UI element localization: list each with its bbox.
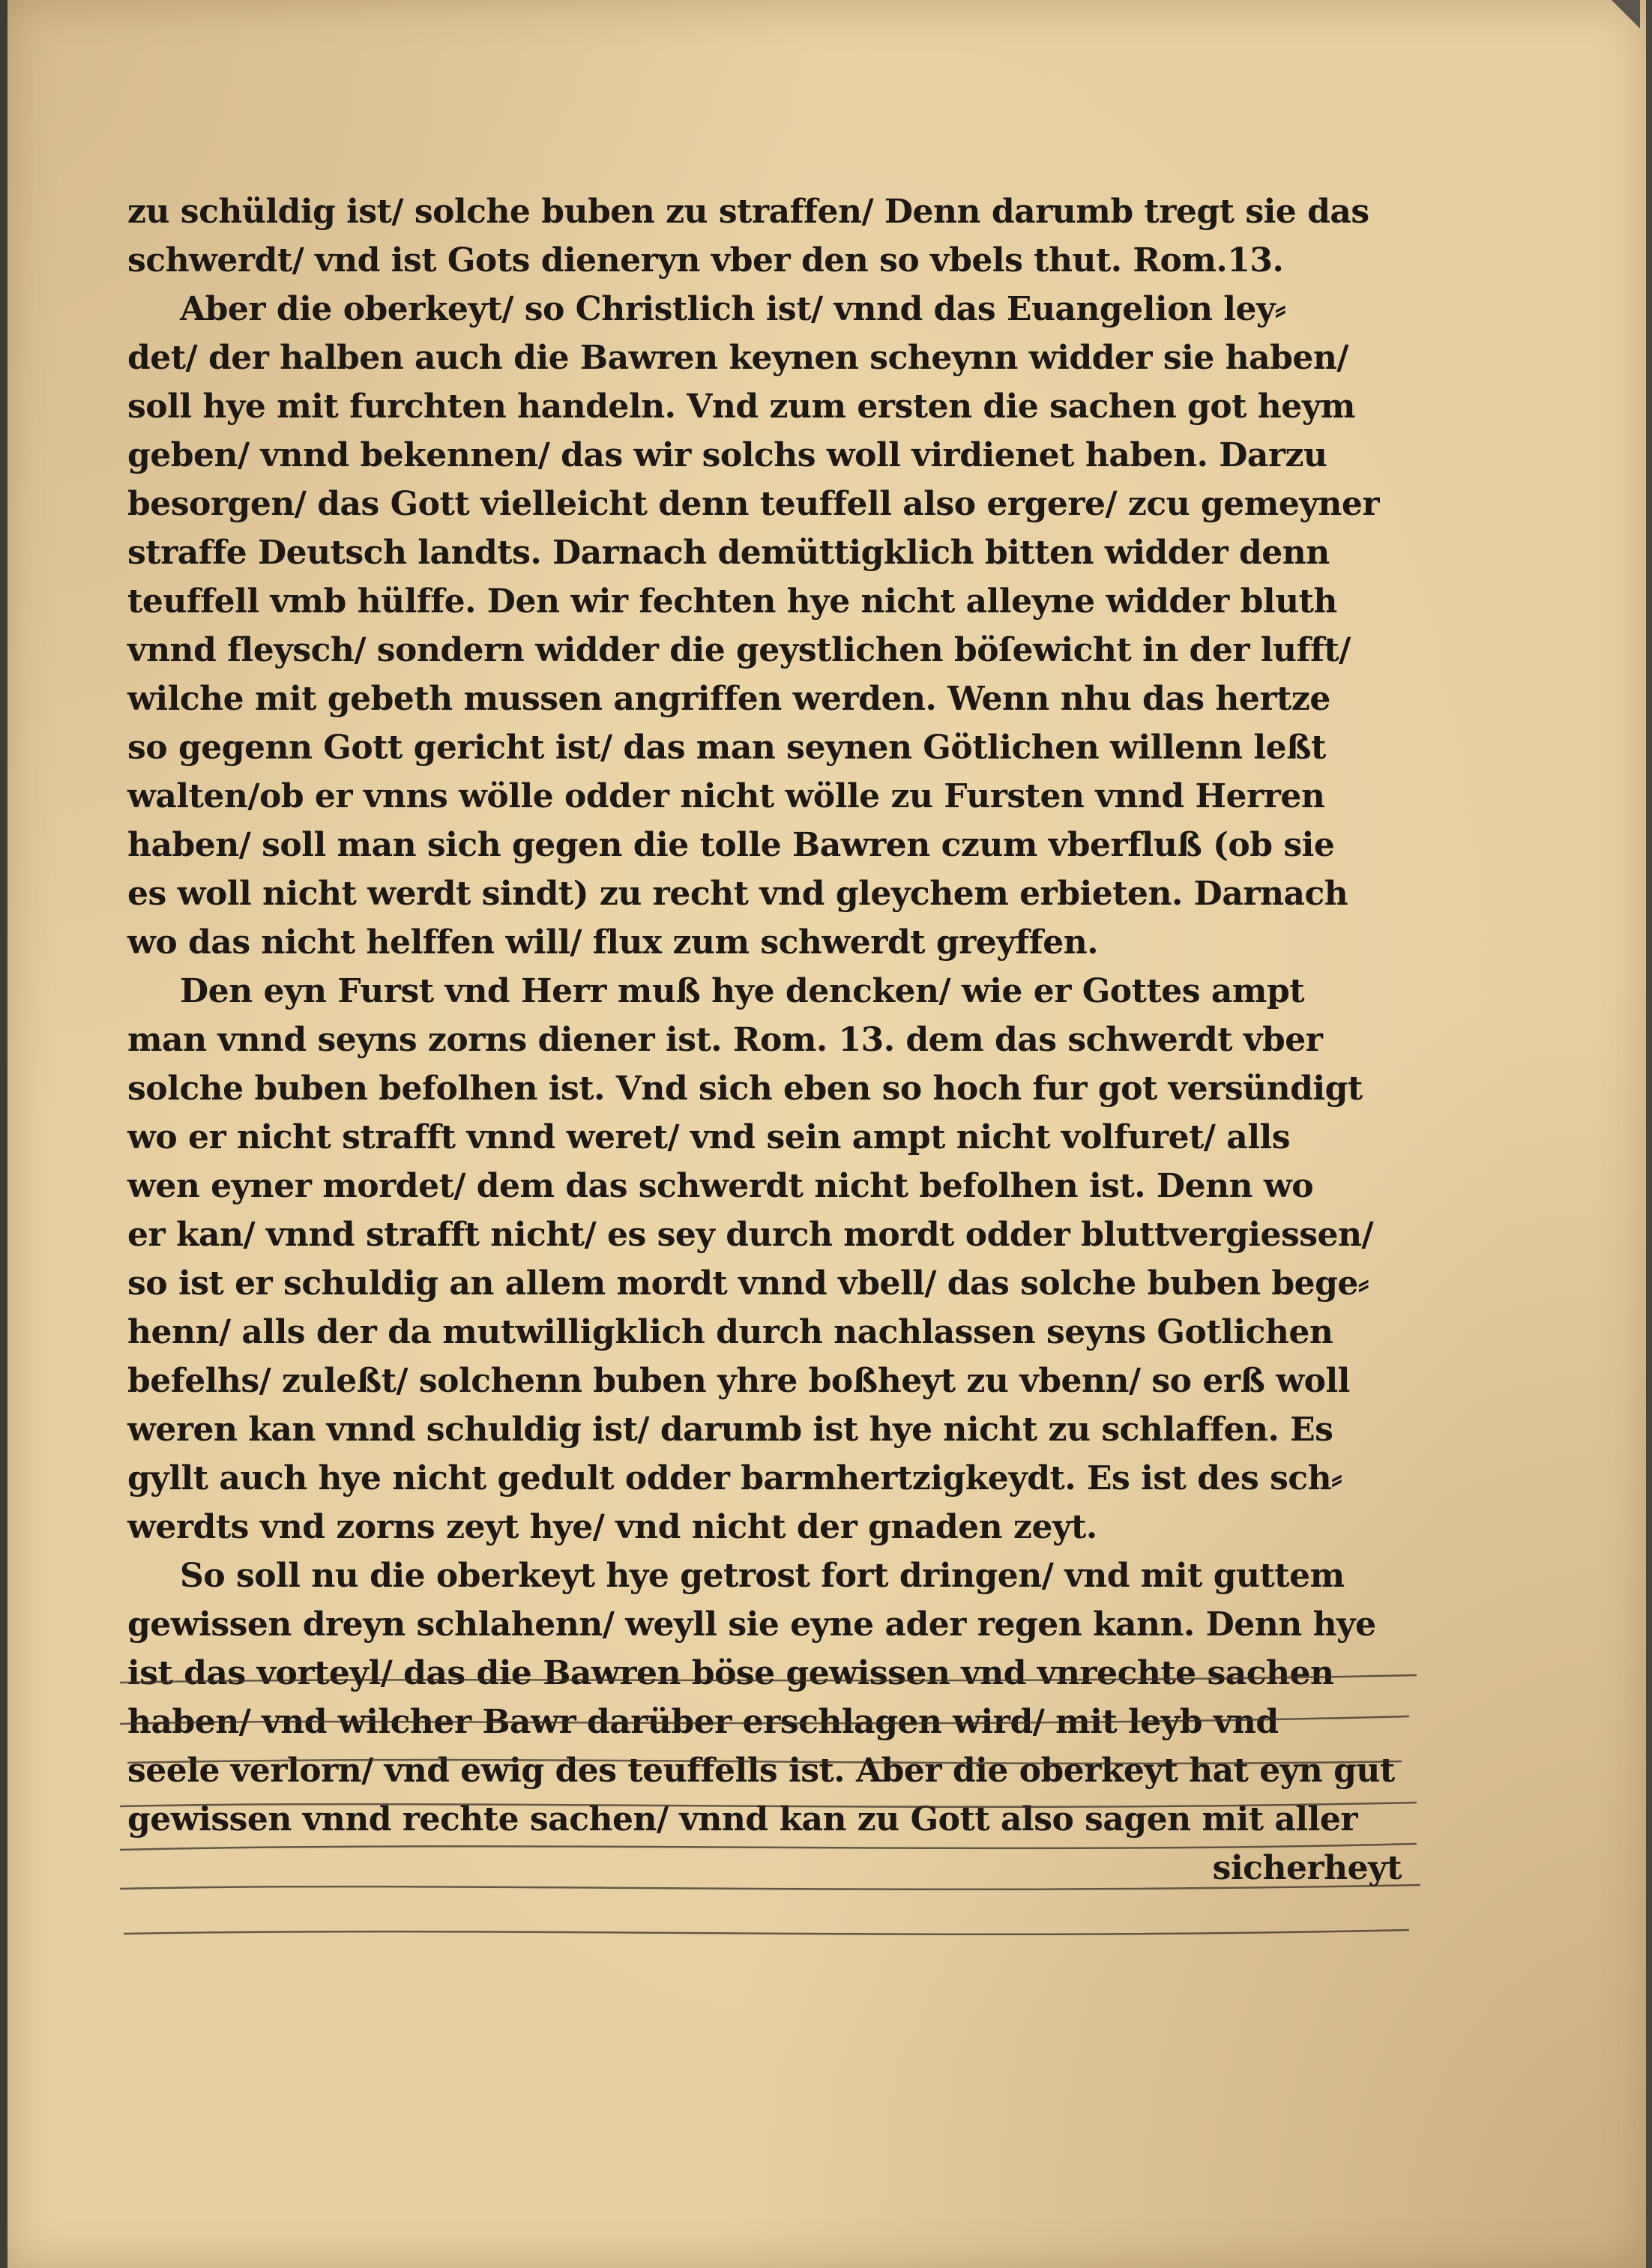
book-page: [7, 0, 1646, 2268]
text-line: er kan/ vnnd strafft nicht/ es sey durch mordt odder bluttvergiessen/: [127, 1216, 1374, 1254]
text-line: gewissen vnnd rechte sachen/ vnnd kan zu Gott also sagen mit aller: [127, 1800, 1358, 1839]
text-line: wilche mit gebeth mussen angriffen werden. Wenn nhu das hertze: [127, 680, 1330, 718]
text-line: besorgen/ das Gott vielleicht denn teuffell also ergere/ zcu gemeyner: [127, 485, 1380, 523]
text-line: wo das nicht helffen will/ flux zum schwerdt greyffen.: [127, 923, 1099, 962]
text-line: henn/ alls der da mutwilligklich durch nachlassen seyns Gotlichen: [127, 1313, 1333, 1351]
text-line: weren kan vnnd schuldig ist/ darumb ist hye nicht zu schlaffen. Es: [127, 1411, 1333, 1449]
text-line: man vnnd seyns zorns diener ist. Rom. 13. dem das schwerdt vber: [127, 1021, 1323, 1059]
text-line: befelhs/ zuleßt/ solchenn buben yhre boßheyt zu vbenn/ so erß woll: [127, 1362, 1350, 1400]
text-line: ist das vorteyl/ das die Bawren böse gewissen vnd vnrechte sachen: [127, 1654, 1334, 1692]
catchword: sicherheyt: [1212, 1849, 1402, 1887]
page-corner: [1612, 0, 1640, 28]
text-line: gewissen dreyn schlahenn/ weyll sie eyne ader regen kann. Denn hye: [127, 1605, 1376, 1644]
text-line: det/ der halben auch die Bawren keynen scheynn widder sie haben/: [127, 339, 1348, 377]
text-line: straffe Deutsch landts. Darnach demüttigklich bitten widder denn: [127, 534, 1330, 572]
text-line: haben/ vnd wilcher Bawr darüber erschlagen wird/ mit leyb vnd: [127, 1703, 1279, 1741]
text-line: walten/ob er vnns wölle odder nicht wölle zu Fursten vnnd Herren: [127, 777, 1325, 815]
text-line: werdts vnd zorns zeyt hye/ vnd nicht der gnaden zeyt.: [127, 1508, 1097, 1546]
text-line: so gegenn Gott gericht ist/ das man seynen Götlichen willenn leßt: [127, 729, 1326, 767]
text-line: zu schüldig ist/ solche buben zu straffen/ Denn darumb tregt sie das: [127, 193, 1369, 231]
underline-stroke: [124, 1930, 1409, 1934]
scan-left-edge: [0, 0, 7, 2268]
text-line: schwerdt/ vnd ist Gots dieneryn vber den so vbels thut. Rom.13.: [127, 241, 1284, 280]
text-line: So soll nu die oberkeyt hye getrost fort dringen/ vnd mit guttem: [180, 1557, 1345, 1595]
text-line: es woll nicht werdt sindt) zu recht vnd gleychem erbieten. Darnach: [127, 875, 1348, 913]
text-line: so ist er schuldig an allem mordt vnnd vbell/ das solche buben bege⸗: [127, 1264, 1369, 1303]
text-line: wo er nicht strafft vnnd weret/ vnd sein ampt nicht volfuret/ alls: [127, 1118, 1291, 1156]
text-line: haben/ soll man sich gegen die tolle Bawren czum vberfluß (ob sie: [127, 826, 1335, 864]
text-line: geben/ vnnd bekennen/ das wir solchs woll virdienet haben. Darzu: [127, 436, 1327, 474]
text-line: solche buben befolhen ist. Vnd sich eben so hoch fur got versündigt: [127, 1070, 1363, 1108]
text-line: soll hye mit furchten handeln. Vnd zum ersten die sachen got heym: [127, 387, 1355, 426]
text-line: Aber die oberkeyt/ so Christlich ist/ vnnd das Euangelion ley⸗: [180, 290, 1286, 328]
text-line: vnnd fleysch/ sondern widder die geystlichen böſewicht in der lufft/: [127, 631, 1351, 669]
scan-right-edge: [1646, 0, 1652, 2268]
page-text-block: [127, 187, 1402, 1892]
text-line: Den eyn Furst vnd Herr muß hye dencken/ wie er Gottes ampt: [180, 972, 1305, 1010]
text-line: seele verlorn/ vnd ewig des teuffells ist. Aber die oberkeyt hat eyn gut: [127, 1752, 1395, 1790]
text-line: gyllt auch hye nicht gedult odder barmhertzigkeydt. Es ist des sch⸗: [127, 1459, 1342, 1498]
text-line: teuffell vmb hülffe. Den wir fechten hye nicht alleyne widder bluth: [127, 582, 1337, 621]
text-line: wen eyner mordet/ dem das schwerdt nicht befolhen ist. Denn wo: [127, 1167, 1314, 1205]
